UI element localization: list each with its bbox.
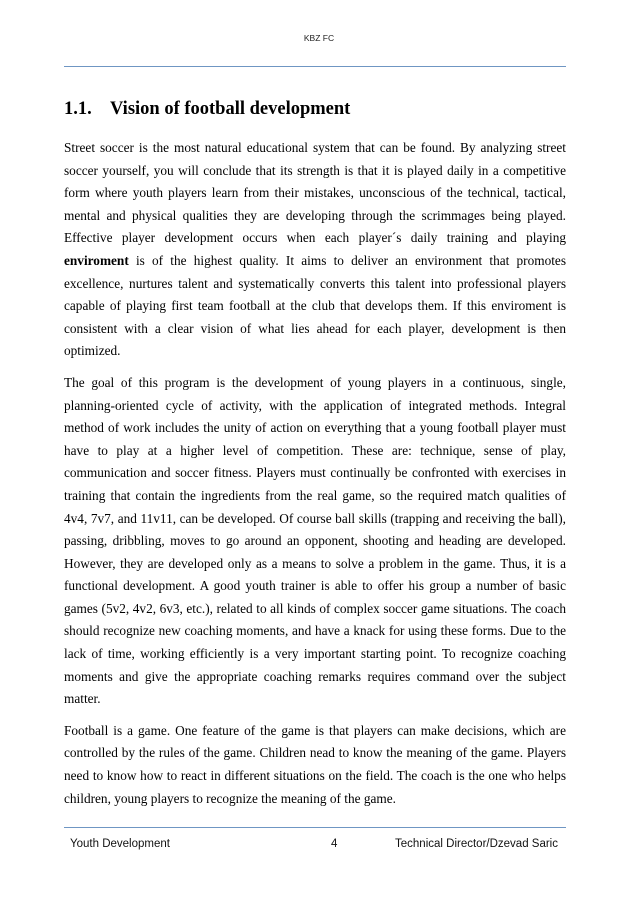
page-footer xyxy=(64,838,566,854)
paragraph-1 xyxy=(64,137,566,363)
footer-divider xyxy=(64,827,566,828)
page-header xyxy=(0,33,638,43)
section-number: 1.1. xyxy=(64,99,92,119)
paragraph-2: The goal of this program is the development of young players in a continuous, single, planning-oriented cycle of activity, with the application of integrated methods. Integral method of work includes the unity of action on everything that a young football player must have to play at a higher level of competition. These are: technique, sense of play, communication and soccer fitness. Players must continually be confronted with exercises in training that contain the ingredients from the real game, so the required match qualities of 4v4, 7v7, and 11v11, can be developed. Of course ball skills (trapping and receiving the ball), passing, dribbling, moves to go around an opponent, shooting and heading are developed. However, they are developed only as a means to solve a problem in the game. Thus, it is a functional development. A good youth trainer is able to offer his group a number of basic games (5v2, 4v2, 6v3, etc.), related to all kinds of complex soccer game situations. The coach should recognize new coaching moments, and have a knack for using these forms. Due to the lack of time, working efficiently is a very important starting point. To recognize coaching moments and give the appropriate coaching remarks requires command over the subject matter. xyxy=(64,374,566,707)
section-heading xyxy=(64,96,566,122)
paragraph-1-text-a: Street soccer is the most natural educational system that can be found. By analyzing street soccer yourself, you will conclude that its strength is that it is played daily in a competitive form where youth players learn from their mistakes, unconscious of the technical, tactical, mental and physical qualities they are developing through the scrimmages being played. Effective player development occurs when each player´s daily training and playing xyxy=(64,140,566,246)
document-body xyxy=(64,137,566,819)
paragraph-1-bold-word: enviroment xyxy=(64,252,129,268)
header-divider xyxy=(64,66,566,67)
section-title: Vision of football development xyxy=(110,99,351,119)
footer-right-text: Technical Director/Dzevad Saric xyxy=(395,838,558,850)
paragraph-3: Football is a game. One feature of the game is that players can make decisions, which are controlled by the rules of the game. Children nead to know the meaning of the game. Players need to know how to react in different situations on the field. The coach is the one who helps children, young players to recognize the meaning of the game. xyxy=(64,722,566,806)
header-title: KBZ FC xyxy=(303,33,335,43)
page-number: 4 xyxy=(331,838,338,850)
footer-left-text: Youth Development xyxy=(70,838,170,850)
paragraph-1-text-b: is of the highest quality. It aims to deliver an environment that promotes excellence, nurtures talent and systematically converts this talent into professional players capable of playing first team football at the club that develops them. If this enviroment is consistent with a clear vision of what lies ahead for each player, development is then optimized. xyxy=(64,252,566,359)
